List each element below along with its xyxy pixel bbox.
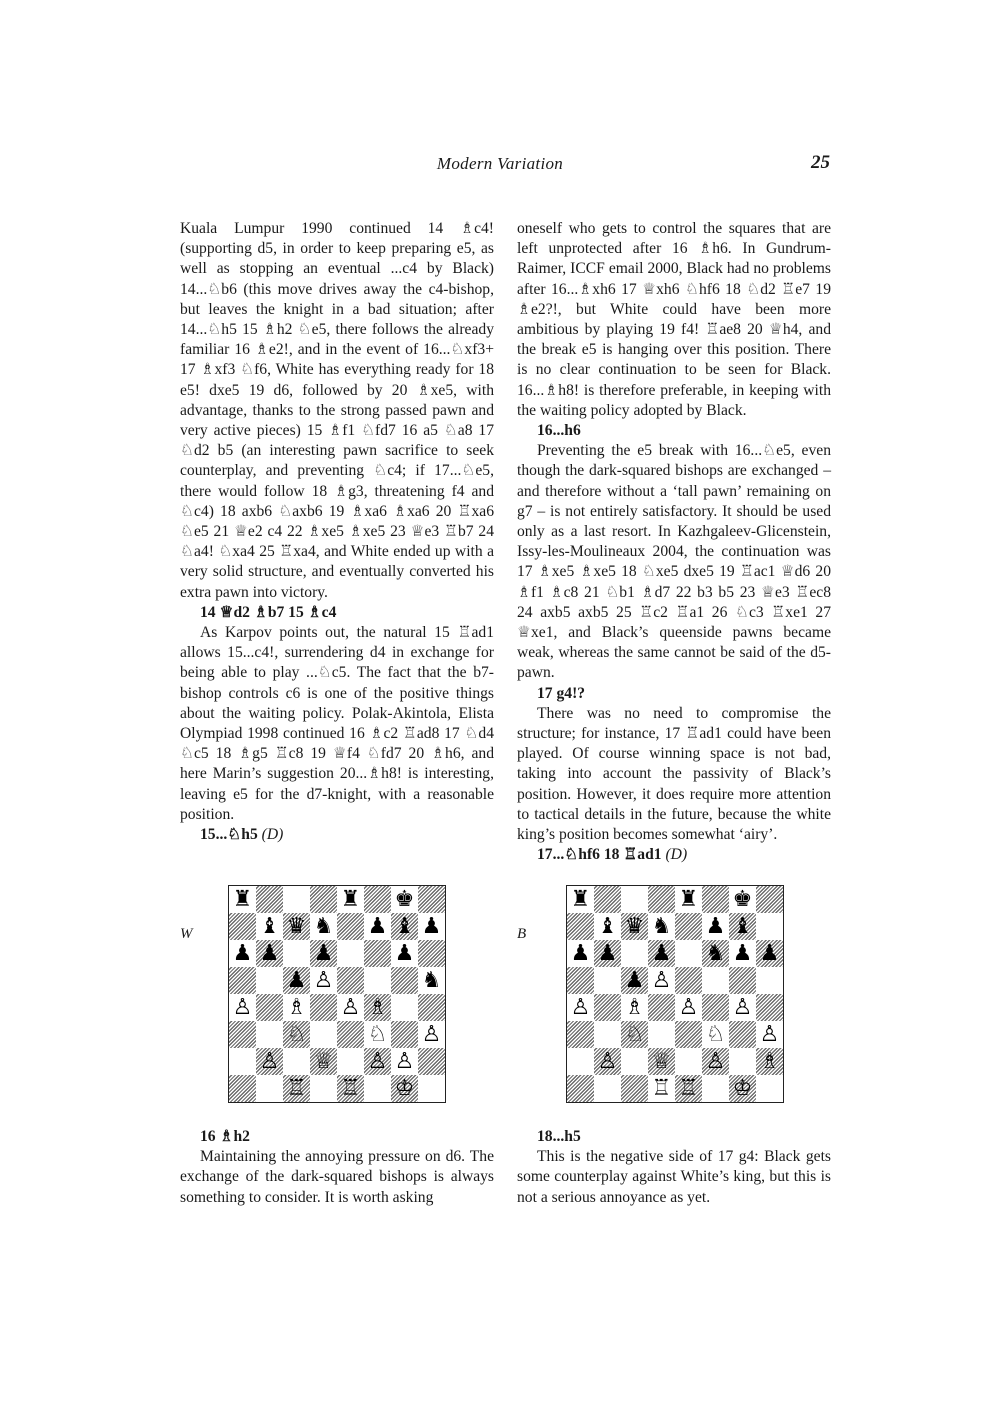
square-d7 <box>310 913 337 940</box>
square-e1 <box>675 1075 702 1102</box>
square-c5 <box>283 967 310 994</box>
square-b5 <box>594 967 621 994</box>
square-h1 <box>418 1075 445 1102</box>
square-e4 <box>675 994 702 1021</box>
square-g1 <box>729 1075 756 1102</box>
page-number: 25 <box>811 152 830 173</box>
left-column-bottom <box>180 1127 494 1208</box>
chess-piece-icon: ♟ <box>570 941 591 966</box>
chess-piece-icon: ♙ <box>759 1022 780 1047</box>
right-paragraph-3: There was no need to compromise the structure; for instance, 17 ♖ad1 could have been played. Of course winning space is not bad, taking into account the passivity of Black’s position. However, it does require more attention to tactical details in the future, because the white king’s position becomes somewhat ‘airy’. <box>517 704 831 844</box>
square-e5 <box>675 967 702 994</box>
square-g4 <box>391 994 418 1021</box>
left-diagram-marker: (D) <box>261 826 284 844</box>
square-g1 <box>391 1075 418 1102</box>
chess-piece-icon: ♞ <box>705 941 726 966</box>
square-f4 <box>702 994 729 1021</box>
square-f5 <box>702 967 729 994</box>
square-d2 <box>648 1048 675 1075</box>
square-b2 <box>256 1048 283 1075</box>
square-c8 <box>621 886 648 913</box>
left-paragraph-3: Maintaining the annoying pressure on d6. The exchange of the dark-squared bishops is always something to consider. It is worth asking <box>180 1148 494 1206</box>
square-c8 <box>283 886 310 913</box>
chess-piece-icon: ♖ <box>340 1076 361 1101</box>
square-b2 <box>594 1048 621 1075</box>
left-paragraph-1: Kuala Lumpur 1990 continued 14 ♗c4! (supporting d5, in order to keep preparing e5, as well as stopping an eventual ...c4 by Black) 14...♘b6 (this move drives away the c4-bishop, but leaves the knight in a bad situation; after 14...♘h5 15 ♗h2 ♘e5, there follows the already familiar 16 ♗e2!, and in the event of 16...♘xf3+ 17 ♗xf3 ♘f6, White has everything ready for 18 e5! dxe5 19 d6, followed by 20 ♗xe5, with advantage, thanks to the strong passed pawn and very active pieces) 15 ♗f1 ♘fd7 16 a5 ♘a8 17 ♘d2 b5 (an interesting pawn sacrifice to seek counterplay, and preventing ♘c4; if 17...♘e5, there would follow 18 ♗g3, threatening f4 and ♘c4) 18 axb6 ♘axb6 19 ♗xa6 ♗xa6 20 ♖xa6 ♘e5 21 ♕e2 c4 22 ♗xe5 ♗xe5 23 ♕e3 ♖b7 24 ♘a4! ♘xa4 25 ♖xa4, and White ended up with a very solid structure, and eventually converted his extra pawn into victory. <box>180 220 494 601</box>
right-diagram-marker: (D) <box>665 846 688 864</box>
square-b1 <box>594 1075 621 1102</box>
chess-piece-icon: ♙ <box>651 968 672 993</box>
chess-piece-icon: ♞ <box>421 968 442 993</box>
chess-piece-icon: ♖ <box>286 1076 307 1101</box>
square-b8 <box>256 886 283 913</box>
square-h2 <box>756 1048 783 1075</box>
square-g4 <box>729 994 756 1021</box>
square-a1 <box>229 1075 256 1102</box>
square-a6 <box>567 940 594 967</box>
square-a3 <box>229 1021 256 1048</box>
right-column-top <box>517 219 831 866</box>
square-d6 <box>310 940 337 967</box>
right-move-text-3: 17...♘hf6 18 ♖ad1 <box>537 846 662 864</box>
square-a2 <box>229 1048 256 1075</box>
square-a1 <box>567 1075 594 1102</box>
square-h4 <box>756 994 783 1021</box>
chess-piece-icon: ♟ <box>624 968 645 993</box>
square-e1 <box>337 1075 364 1102</box>
square-h6 <box>418 940 445 967</box>
square-f4 <box>364 994 391 1021</box>
chess-piece-icon: ♘ <box>367 1022 388 1047</box>
square-e3 <box>337 1021 364 1048</box>
square-e6 <box>675 940 702 967</box>
chess-piece-icon: ♗ <box>624 995 645 1020</box>
square-f2 <box>364 1048 391 1075</box>
square-d3 <box>310 1021 337 1048</box>
square-e2 <box>675 1048 702 1075</box>
chess-piece-icon: ♝ <box>259 914 280 939</box>
chess-piece-icon: ♜ <box>232 887 253 912</box>
square-a7 <box>229 913 256 940</box>
square-a3 <box>567 1021 594 1048</box>
square-c4 <box>621 994 648 1021</box>
chess-piece-icon: ♙ <box>570 995 591 1020</box>
square-d3 <box>648 1021 675 1048</box>
square-a5 <box>567 967 594 994</box>
chess-piece-icon: ♘ <box>705 1022 726 1047</box>
chess-piece-icon: ♗ <box>286 995 307 1020</box>
square-f5 <box>364 967 391 994</box>
right-move-heading-4: 18...h5 <box>537 1128 581 1145</box>
chess-piece-icon: ♘ <box>624 1022 645 1047</box>
running-header-title: Modern Variation <box>436 154 564 173</box>
chess-piece-icon: ♙ <box>705 1049 726 1074</box>
square-f8 <box>364 886 391 913</box>
square-d4 <box>310 994 337 1021</box>
square-e5 <box>337 967 364 994</box>
chess-piece-icon: ♗ <box>367 995 388 1020</box>
chess-piece-icon: ♜ <box>340 887 361 912</box>
square-h7 <box>418 913 445 940</box>
square-g5 <box>391 967 418 994</box>
chess-piece-icon: ♟ <box>232 941 253 966</box>
chess-piece-icon: ♟ <box>651 941 672 966</box>
square-c7 <box>621 913 648 940</box>
square-g6 <box>391 940 418 967</box>
square-h8 <box>756 886 783 913</box>
right-move-heading-2: 17 g4!? <box>537 684 586 702</box>
square-d4 <box>648 994 675 1021</box>
square-a8 <box>229 886 256 913</box>
chess-piece-icon: ♙ <box>259 1049 280 1074</box>
chess-piece-icon: ♛ <box>286 914 307 939</box>
square-c1 <box>621 1075 648 1102</box>
chess-piece-icon: ♟ <box>313 941 334 966</box>
chess-piece-icon: ♙ <box>340 995 361 1020</box>
right-move-heading-1: 16...h6 <box>537 422 581 440</box>
square-c4 <box>283 994 310 1021</box>
chess-piece-icon: ♙ <box>394 1049 415 1074</box>
square-e8 <box>337 886 364 913</box>
square-e7 <box>337 913 364 940</box>
chess-piece-icon: ♚ <box>394 887 415 912</box>
square-g3 <box>729 1021 756 1048</box>
chess-piece-icon: ♟ <box>732 941 753 966</box>
chess-piece-icon: ♙ <box>313 968 334 993</box>
chess-piece-icon: ♙ <box>367 1049 388 1074</box>
square-d1 <box>648 1075 675 1102</box>
square-h2 <box>418 1048 445 1075</box>
left-move-text-2: 15...♘h5 <box>200 826 258 844</box>
square-d2 <box>310 1048 337 1075</box>
right-column-bottom <box>517 1127 831 1208</box>
chess-piece-icon: ♘ <box>286 1022 307 1047</box>
square-h4 <box>418 994 445 1021</box>
square-g7 <box>391 913 418 940</box>
square-d5 <box>648 967 675 994</box>
square-a4 <box>229 994 256 1021</box>
chess-piece-icon: ♜ <box>678 887 699 912</box>
chess-piece-icon: ♟ <box>394 941 415 966</box>
square-g7 <box>729 913 756 940</box>
chess-piece-icon: ♟ <box>367 914 388 939</box>
chess-piece-icon: ♙ <box>421 1022 442 1047</box>
square-e8 <box>675 886 702 913</box>
chess-piece-icon: ♜ <box>570 887 591 912</box>
chess-piece-icon: ♙ <box>232 995 253 1020</box>
square-h1 <box>756 1075 783 1102</box>
square-b7 <box>256 913 283 940</box>
square-g2 <box>391 1048 418 1075</box>
left-move-heading-2 <box>180 825 494 845</box>
chess-piece-icon: ♟ <box>286 968 307 993</box>
chess-piece-icon: ♟ <box>597 941 618 966</box>
chess-piece-icon: ♔ <box>394 1076 415 1101</box>
square-d1 <box>310 1075 337 1102</box>
square-b6 <box>594 940 621 967</box>
square-e7 <box>675 913 702 940</box>
left-chess-diagram <box>228 885 446 1103</box>
chess-piece-icon: ♟ <box>421 914 442 939</box>
square-h5 <box>756 967 783 994</box>
square-c5 <box>621 967 648 994</box>
square-b4 <box>256 994 283 1021</box>
chess-piece-icon: ♝ <box>394 914 415 939</box>
square-g2 <box>729 1048 756 1075</box>
right-diagram-side-to-move: B <box>517 926 527 942</box>
square-g8 <box>391 886 418 913</box>
square-d8 <box>310 886 337 913</box>
right-paragraph-2: Preventing the e5 break with 16...♘e5, even though the dark-squared bishops are exchanged – and therefore without a ‘tall pawn’ remaining on g7 – is not entirely satisfactory. It should be used only as a last resort. In Kazhgaleev-Glicenstein, Issy-les-Moulineaux 2004, the continuation was 17 ♗xe5 ♗xe5 18 ♘xe5 dxe5 19 ♖ac1 ♕d6 20 ♗f1 ♗c8 21 ♘b1 ♗d7 22 b3 b5 23 ♕e3 ♖ec8 24 axb5 axb5 25 ♖c2 ♖a1 26 ♘c3 ♖xe1 27 ♕xe1, and Black’s queenside pawns became weak, whereas the same cannot be said of the d5-pawn. <box>517 442 831 682</box>
square-c1 <box>283 1075 310 1102</box>
square-h6 <box>756 940 783 967</box>
chess-piece-icon: ♝ <box>732 914 753 939</box>
square-f7 <box>702 913 729 940</box>
chess-piece-icon: ♟ <box>259 941 280 966</box>
square-e4 <box>337 994 364 1021</box>
square-h8 <box>418 886 445 913</box>
square-e2 <box>337 1048 364 1075</box>
square-h3 <box>756 1021 783 1048</box>
square-a5 <box>229 967 256 994</box>
right-move-heading-3 <box>517 845 831 865</box>
square-f2 <box>702 1048 729 1075</box>
square-c2 <box>283 1048 310 1075</box>
square-c2 <box>621 1048 648 1075</box>
chess-piece-icon: ♟ <box>759 941 780 966</box>
square-f1 <box>702 1075 729 1102</box>
square-b5 <box>256 967 283 994</box>
left-column-top <box>180 219 494 845</box>
chess-piece-icon: ♕ <box>651 1049 672 1074</box>
square-d8 <box>648 886 675 913</box>
square-c6 <box>283 940 310 967</box>
square-b4 <box>594 994 621 1021</box>
square-b6 <box>256 940 283 967</box>
square-e3 <box>675 1021 702 1048</box>
square-b1 <box>256 1075 283 1102</box>
square-d6 <box>648 940 675 967</box>
square-f7 <box>364 913 391 940</box>
chess-piece-icon: ♗ <box>759 1049 780 1074</box>
square-d5 <box>310 967 337 994</box>
right-chess-diagram <box>566 885 784 1103</box>
square-f1 <box>364 1075 391 1102</box>
square-h5 <box>418 967 445 994</box>
square-c6 <box>621 940 648 967</box>
chess-piece-icon: ♖ <box>651 1076 672 1101</box>
square-f8 <box>702 886 729 913</box>
square-a7 <box>567 913 594 940</box>
chess-piece-icon: ♔ <box>732 1076 753 1101</box>
square-f3 <box>702 1021 729 1048</box>
chess-piece-icon: ♚ <box>732 887 753 912</box>
chess-piece-icon: ♟ <box>705 914 726 939</box>
square-e6 <box>337 940 364 967</box>
chess-piece-icon: ♞ <box>313 914 334 939</box>
square-f6 <box>364 940 391 967</box>
square-a2 <box>567 1048 594 1075</box>
square-h7 <box>756 913 783 940</box>
square-g6 <box>729 940 756 967</box>
square-f3 <box>364 1021 391 1048</box>
square-b7 <box>594 913 621 940</box>
chess-piece-icon: ♛ <box>624 914 645 939</box>
chess-piece-icon: ♕ <box>313 1049 334 1074</box>
chess-piece-icon: ♞ <box>651 914 672 939</box>
left-paragraph-2: As Karpov points out, the natural 15 ♖ad1 allows 15...c4!, surrendering d4 in exchange for being able to play ...♘c5. The fact that the b7-bishop controls c6 is one of the positive things about the waiting policy. Polak-Akintola, Elista Olympiad 1998 continued 16 ♗c2 ♖ad8 17 ♘d4 ♘c5 18 ♗g5 ♖c8 19 ♕f4 ♘fd7 20 ♗h6, and here Marin’s suggestion 20...♗h8! is interesting, leaving e5 for the d7-knight, with a reasonable position. <box>180 624 494 823</box>
square-d7 <box>648 913 675 940</box>
right-paragraph-4: This is the negative side of 17 g4: Black gets some counterplay against White’s king, but this is not a serious annoyance as yet. <box>517 1148 831 1206</box>
square-c3 <box>621 1021 648 1048</box>
square-b3 <box>256 1021 283 1048</box>
square-f6 <box>702 940 729 967</box>
square-a8 <box>567 886 594 913</box>
chess-piece-icon: ♖ <box>678 1076 699 1101</box>
left-diagram-side-to-move: W <box>180 926 193 942</box>
square-g3 <box>391 1021 418 1048</box>
square-c7 <box>283 913 310 940</box>
square-a4 <box>567 994 594 1021</box>
square-g8 <box>729 886 756 913</box>
square-b8 <box>594 886 621 913</box>
chess-piece-icon: ♙ <box>732 995 753 1020</box>
square-a6 <box>229 940 256 967</box>
right-paragraph-1: oneself who gets to control the squares that are left unprotected after 16 ♗h6. In Gundrum-Raimer, ICCF email 2000, Black had no problems after 16...♗xh6 17 ♕xh6 ♘hf6 18 ♘d2 ♖e7 19 ♗e2?!, but White could have been more ambitious by playing 19 f4! ♖ae8 20 ♕h4, and the break e5 is hanging over this position. There is no clear continuation to be seen for Black. 16...♗h8! is therefore preferable, in keeping with the waiting policy adopted by Black. <box>517 220 831 419</box>
left-move-heading-1: 14 ♕d2 ♗b7 15 ♗c4 <box>200 603 337 621</box>
chess-piece-icon: ♙ <box>597 1049 618 1074</box>
square-h3 <box>418 1021 445 1048</box>
square-b3 <box>594 1021 621 1048</box>
chess-piece-icon: ♙ <box>678 995 699 1020</box>
square-c3 <box>283 1021 310 1048</box>
square-g5 <box>729 967 756 994</box>
left-move-heading-3: 16 ♗h2 <box>200 1128 250 1145</box>
chess-piece-icon: ♝ <box>597 914 618 939</box>
